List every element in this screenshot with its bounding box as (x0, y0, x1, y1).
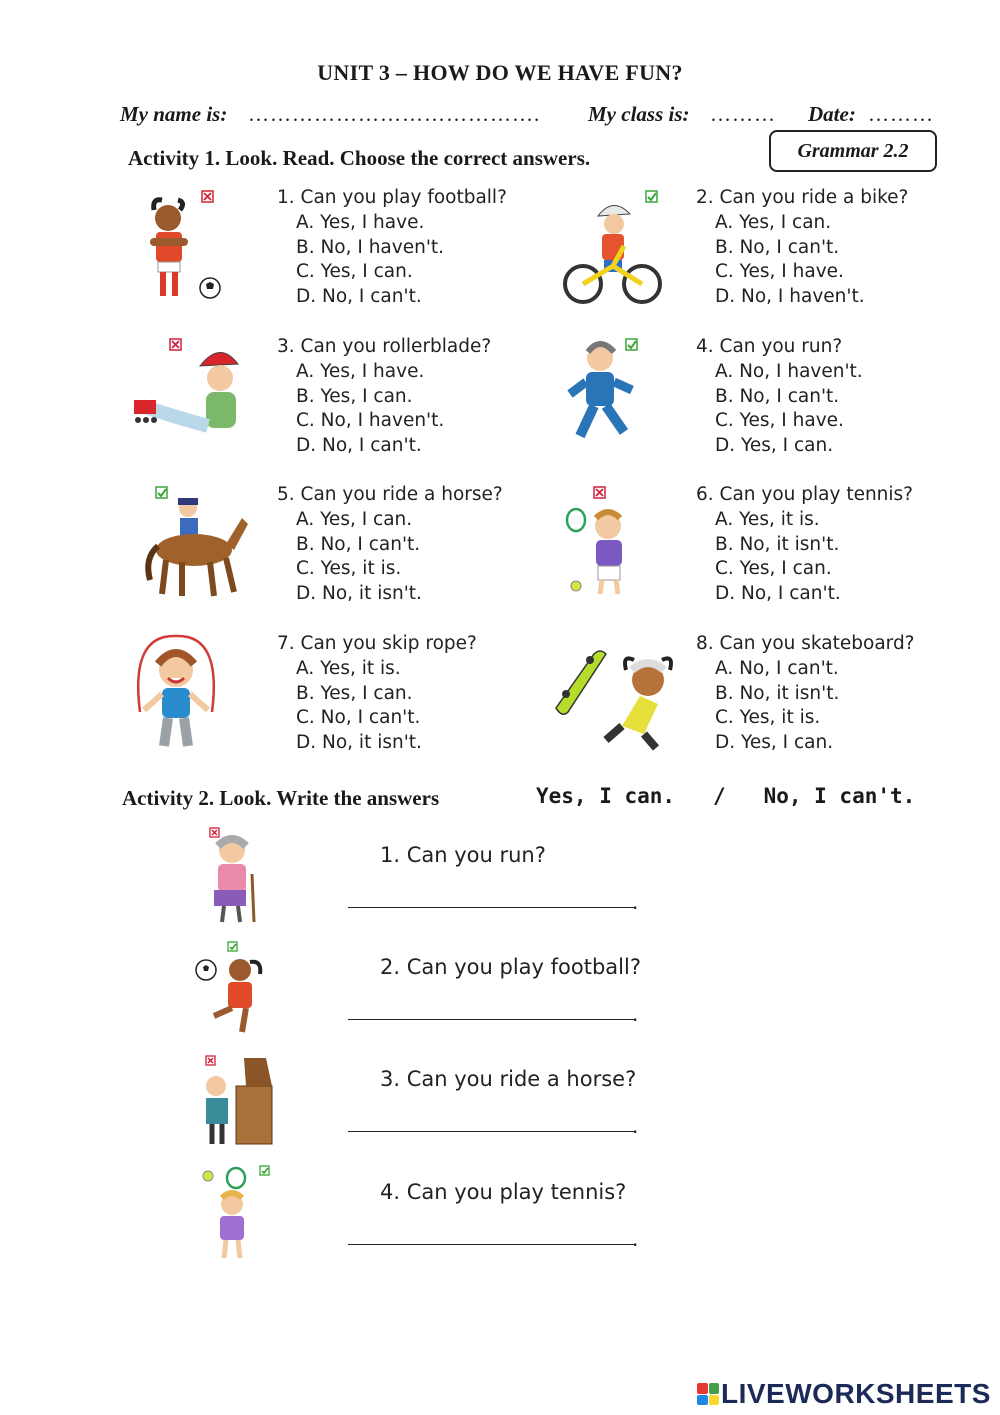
question-6 (696, 483, 913, 607)
option-a[interactable]: A. Yes, it is. (296, 657, 401, 679)
option-b[interactable]: B. No, I can't. (715, 385, 840, 407)
activity2-title: Activity 2. Look. Write the answers (122, 786, 440, 810)
date-label: Date: (808, 102, 856, 126)
old-woman-picture (196, 826, 268, 926)
option-a[interactable]: A. No, I haven't. (715, 360, 863, 382)
football-girl-picture (140, 188, 230, 308)
option-c[interactable]: C. No, I haven't. (296, 410, 445, 432)
a2-answer-field-2[interactable] (348, 1000, 634, 1020)
cross-mark-icon (170, 339, 181, 350)
question-text: 8. Can you skateboard? (696, 633, 915, 654)
check-mark-icon (228, 942, 237, 951)
option-b[interactable]: B. No, I can't. (715, 236, 840, 258)
logo-text: LIVEWORKSHEETS (721, 1378, 991, 1409)
option-b[interactable]: B. No, it isn't. (715, 533, 840, 555)
option-a[interactable]: A. Yes, I have. (296, 211, 425, 233)
class-field[interactable]: ……… (710, 102, 776, 126)
option-c[interactable]: C. Yes, I have. (715, 261, 844, 283)
question-text: 2. Can you ride a bike? (696, 187, 909, 208)
option-b[interactable]: B. No, it isn't. (715, 682, 840, 704)
question-text: 4. Can you run? (696, 336, 843, 357)
question-5 (277, 483, 503, 607)
a2-question-4: 4. Can you play tennis? (380, 1180, 627, 1204)
a2-period: . (632, 890, 639, 914)
question-3 (277, 335, 491, 459)
question-text: 1. Can you play football? (277, 187, 507, 208)
class-label: My class is: (588, 102, 690, 126)
bike-boy-picture (558, 188, 668, 308)
option-c[interactable]: C. Yes, I have. (715, 410, 844, 432)
a2-answer-field-4[interactable] (348, 1225, 634, 1245)
a2-question-3: 3. Can you ride a horse? (380, 1067, 637, 1091)
cross-mark-icon (210, 828, 219, 837)
question-1 (277, 186, 507, 310)
option-c[interactable]: C. Yes, it is. (296, 558, 402, 580)
question-text: 6. Can you play tennis? (696, 484, 913, 505)
check-mark-icon (646, 191, 657, 202)
check-mark-icon (156, 487, 167, 498)
a2-answer-field-3[interactable] (348, 1112, 634, 1132)
question-text: 7. Can you skip rope? (277, 633, 477, 654)
option-d[interactable]: D. No, I can't. (296, 435, 422, 457)
cross-mark-icon (206, 1056, 215, 1065)
question-text: 3. Can you rollerblade? (277, 336, 492, 357)
question-7 (277, 632, 477, 756)
a2-period: . (632, 1114, 639, 1138)
rollerblade-girl-picture (132, 336, 252, 451)
option-b[interactable]: B. No, I can't. (296, 533, 421, 555)
option-d[interactable]: D. No, it isn't. (296, 732, 422, 754)
option-d[interactable]: D. No, it isn't. (296, 583, 422, 605)
worksheet-title: UNIT 3 – HOW DO WE HAVE FUN? (317, 60, 683, 85)
option-d[interactable]: D. No, I can't. (715, 583, 841, 605)
a2-period: . (632, 1002, 639, 1026)
option-c[interactable]: C. Yes, it is. (715, 707, 821, 729)
a2-period: . (632, 1227, 639, 1251)
a2-question-1: 1. Can you run? (380, 843, 546, 867)
option-b[interactable]: B. No, I haven't. (296, 236, 445, 258)
student-info-row (120, 102, 950, 132)
a2-answer-field-1[interactable] (348, 888, 634, 908)
option-c[interactable]: C. Yes, I can. (715, 558, 832, 580)
cross-mark-icon (594, 487, 605, 498)
horse-rider-picture (138, 484, 250, 602)
option-a[interactable]: A. Yes, I can. (715, 211, 832, 233)
question-4 (696, 335, 863, 459)
a2-question-2: 2. Can you play football? (380, 955, 641, 979)
skateboard-girl-picture (548, 640, 678, 752)
answer-hint: Yes, I can. / No, I can't. (536, 784, 916, 808)
option-d[interactable]: D. No, I can't. (296, 286, 422, 308)
skip-rope-boy-picture (130, 632, 222, 754)
option-b[interactable]: B. Yes, I can. (296, 385, 413, 407)
activity1-title: Activity 1. Look. Read. Choose the correct answers. (128, 146, 591, 170)
option-b[interactable]: B. Yes, I can. (296, 682, 413, 704)
name-field[interactable]: …………………………………. (248, 102, 541, 126)
grammar-badge: Grammar 2.2 (769, 130, 937, 172)
cross-mark-icon (202, 191, 213, 202)
date-field[interactable]: ……… (868, 102, 934, 126)
option-c[interactable]: C. Yes, I can. (296, 261, 413, 283)
tennis-boy-picture (560, 484, 652, 602)
girl-horse-picture (196, 1052, 278, 1150)
question-2 (696, 186, 908, 310)
option-c[interactable]: C. No, I can't. (296, 707, 421, 729)
check-mark-icon (260, 1166, 269, 1175)
option-a[interactable]: A. No, I can't. (715, 657, 839, 679)
option-a[interactable]: A. Yes, I have. (296, 360, 425, 382)
check-mark-icon (626, 339, 637, 350)
name-label: My name is: (120, 102, 228, 126)
question-8 (696, 632, 915, 756)
question-text: 5. Can you ride a horse? (277, 484, 503, 505)
option-d[interactable]: D. Yes, I can. (715, 435, 834, 457)
running-man-picture (560, 336, 650, 454)
option-d[interactable]: D. Yes, I can. (715, 732, 834, 754)
liveworksheets-logo-icon (697, 1383, 719, 1405)
tennis-girl-picture (196, 1164, 276, 1264)
option-a[interactable]: A. Yes, it is. (715, 508, 820, 530)
football-girl-small-picture (192, 940, 270, 1036)
liveworksheets-logo[interactable] (697, 1380, 991, 1408)
option-d[interactable]: D. No, I haven't. (715, 286, 865, 308)
option-a[interactable]: A. Yes, I can. (296, 508, 413, 530)
